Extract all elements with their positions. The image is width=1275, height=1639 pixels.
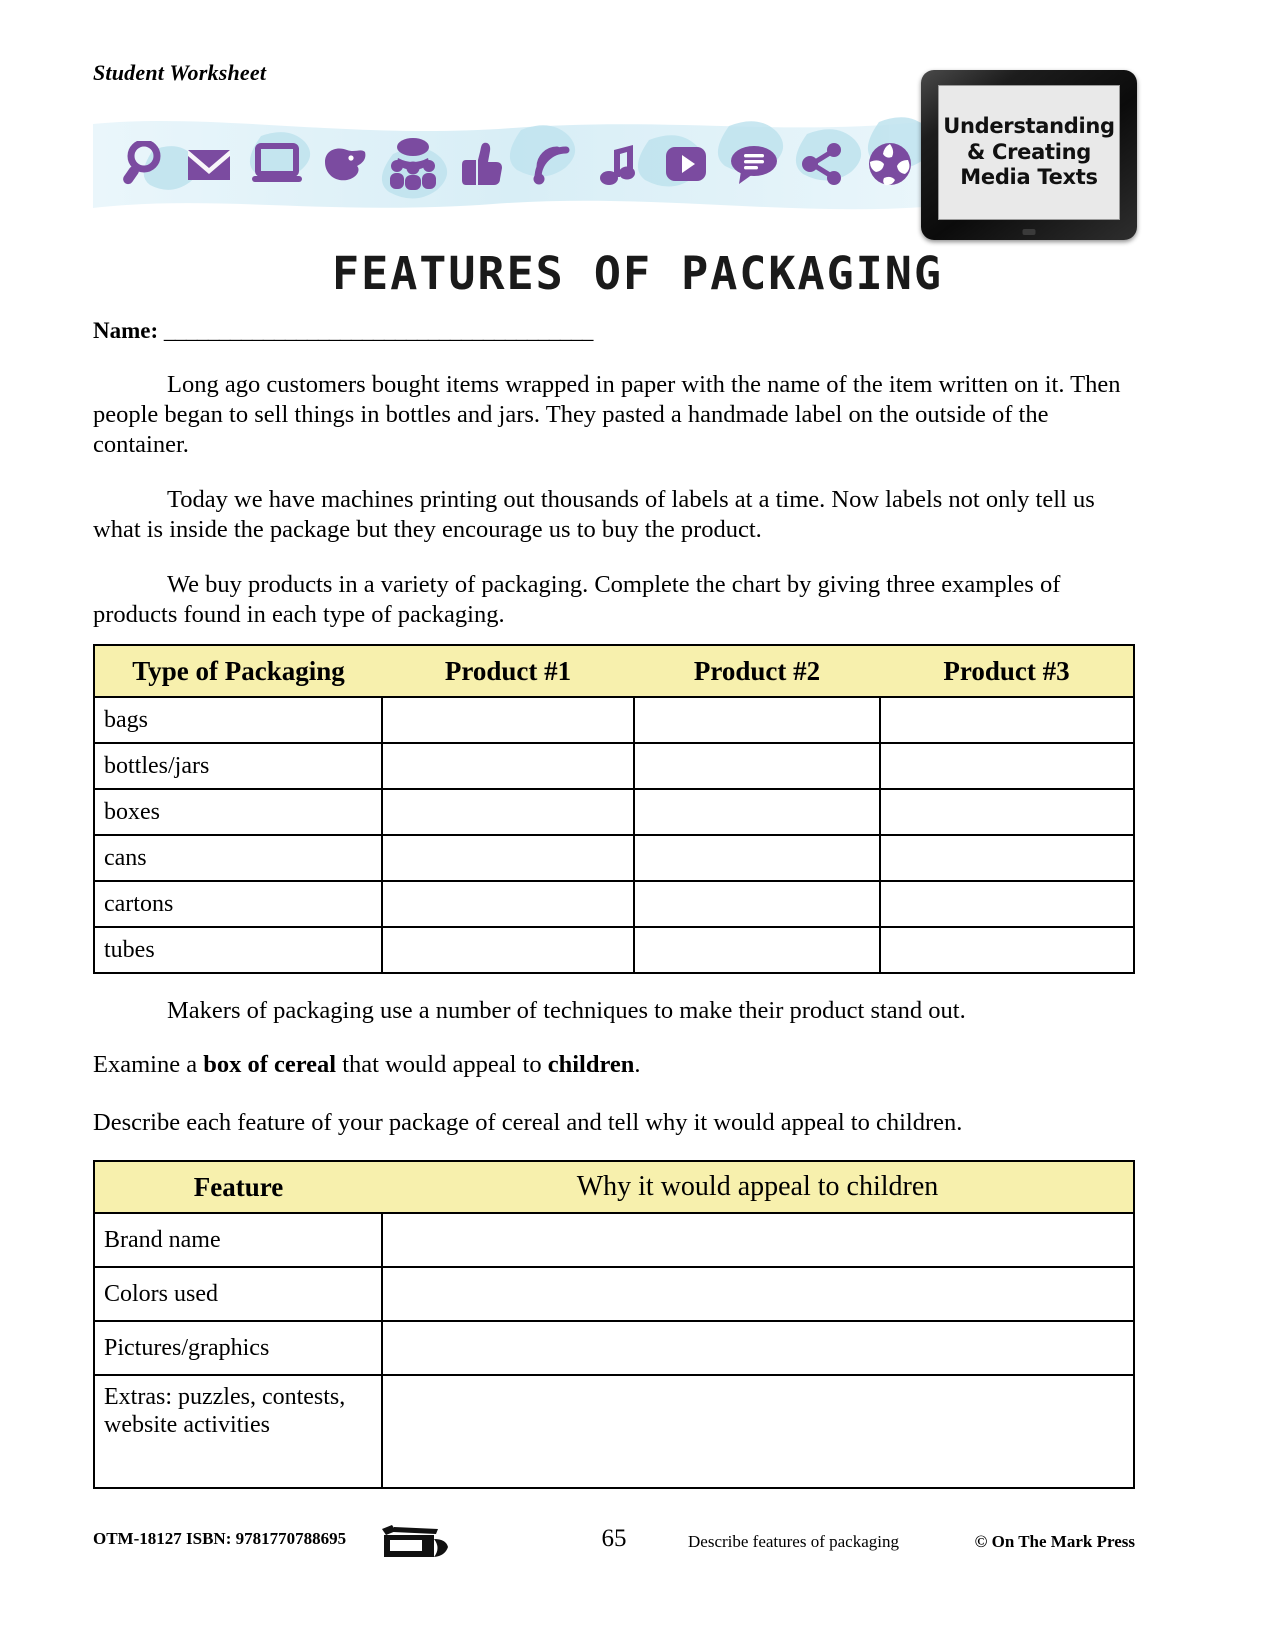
- table-row: [94, 743, 1134, 789]
- paragraph-3: We buy products in a variety of packaging. Complete the chart by giving three examples of products found in each type of packaging.: [93, 571, 1061, 629]
- p5-part-e: .: [634, 1051, 641, 1078]
- row-label-cans: cans: [94, 835, 382, 881]
- paragraph-5: [93, 1050, 1133, 1080]
- tablet-home-button: [1023, 229, 1036, 235]
- paragraph-4: Makers of packaging use a number of techniques to make their product stand out.: [167, 997, 966, 1024]
- page-footer: [93, 1523, 1135, 1563]
- paragraph-2: Today we have machines printing out thousands of labels at a time. Now labels not only tell us what is inside the package but they encourage us to buy the product.: [93, 486, 1095, 544]
- cell-bottles-product-2[interactable]: [634, 743, 880, 789]
- row-label-tubes: tubes: [94, 927, 382, 973]
- row-label-extras: Extras: puzzles, contests, website activities: [94, 1375, 382, 1488]
- cell-pictures-graphics-answer[interactable]: [382, 1321, 1134, 1375]
- name-field[interactable]: [93, 318, 593, 344]
- cell-cartons-product-2[interactable]: [634, 881, 880, 927]
- header-product-1: Product #1: [382, 645, 634, 697]
- features-table-header-row: [94, 1161, 1134, 1213]
- header-product-3: Product #3: [880, 645, 1134, 697]
- page-title: FEATURES OF PACKAGING: [332, 247, 943, 300]
- table-row: [94, 1267, 1134, 1321]
- share-icon: [788, 134, 856, 194]
- packaging-table: [93, 644, 1135, 974]
- footer-copyright: © On The Mark Press: [974, 1532, 1135, 1551]
- cell-tubes-product-2[interactable]: [634, 927, 880, 973]
- laptop-icon: [243, 134, 311, 194]
- cell-bags-product-3[interactable]: [880, 697, 1134, 743]
- footer-description: Describe features of packaging: [688, 1532, 899, 1551]
- bird-icon: [311, 134, 379, 194]
- cell-bags-product-2[interactable]: [634, 697, 880, 743]
- table-row: [94, 927, 1134, 973]
- row-label-colors-used: Colors used: [94, 1267, 382, 1321]
- table-row: [94, 835, 1134, 881]
- cell-cans-product-3[interactable]: [880, 835, 1134, 881]
- cell-boxes-product-3[interactable]: [880, 789, 1134, 835]
- tablet-line-2: & Creating: [966, 139, 1092, 164]
- footer-product-code: OTM-18127 ISBN: 9781770788695: [93, 1529, 347, 1548]
- p5-part-a: Examine a: [93, 1051, 204, 1078]
- cell-cans-product-1[interactable]: [382, 835, 634, 881]
- tablet-line-1: Understanding: [943, 114, 1115, 139]
- name-blank-line[interactable]: _______________________________________: [163, 318, 593, 343]
- cell-bottles-product-1[interactable]: [382, 743, 634, 789]
- table-row: [94, 881, 1134, 927]
- cell-cartons-product-1[interactable]: [382, 881, 634, 927]
- cell-cartons-product-3[interactable]: [880, 881, 1134, 927]
- header-type-of-packaging: Type of Packaging: [94, 645, 382, 697]
- p5-bold-children: children: [547, 1051, 635, 1078]
- header-feature: Feature: [94, 1161, 382, 1213]
- table-row: [94, 789, 1134, 835]
- p5-bold-box-of-cereal: box of cereal: [203, 1051, 337, 1078]
- media-icons-banner: [93, 110, 938, 218]
- row-label-brand-name: Brand name: [94, 1213, 382, 1267]
- play-button-icon: [652, 134, 720, 194]
- table-row: [94, 1375, 1134, 1488]
- media-texts-tablet-badge: [921, 70, 1137, 240]
- cell-bottles-product-3[interactable]: [880, 743, 1134, 789]
- table-row: [94, 1213, 1134, 1267]
- speech-bubble-icon: [720, 134, 788, 194]
- student-worksheet-label: Student Worksheet: [93, 60, 267, 85]
- row-label-cartons: cartons: [94, 881, 382, 927]
- packaging-table-header-row: [94, 645, 1134, 697]
- cell-colors-used-answer[interactable]: [382, 1267, 1134, 1321]
- globe-icon: [856, 134, 924, 194]
- header-product-2: Product #2: [634, 645, 880, 697]
- envelope-icon: [175, 134, 243, 194]
- cell-cans-product-2[interactable]: [634, 835, 880, 881]
- tablet-line-3: Media Texts: [960, 165, 1098, 190]
- row-label-pictures-graphics: Pictures/graphics: [94, 1321, 382, 1375]
- paragraph-6: Describe each feature of your package of cereal and tell why it would appeal to children.: [93, 1109, 963, 1136]
- features-table: [93, 1160, 1135, 1489]
- music-note-icon: [584, 134, 652, 194]
- name-label: Name:: [93, 318, 159, 343]
- page-number: 65: [601, 1525, 627, 1552]
- row-label-boxes: boxes: [94, 789, 382, 835]
- thumbs-up-icon: [447, 134, 515, 194]
- table-row: [94, 1321, 1134, 1375]
- tablet-screen: [938, 85, 1120, 220]
- table-row: [94, 697, 1134, 743]
- cell-tubes-product-1[interactable]: [382, 927, 634, 973]
- cell-boxes-product-1[interactable]: [382, 789, 634, 835]
- paragraph-1: Long ago customers bought items wrapped in paper with the name of the item written on it. Then people began to sell things in bottles and jars. They pasted a handmade label on the outside of the container.: [93, 371, 1121, 459]
- cell-extras-answer[interactable]: [382, 1375, 1134, 1488]
- cell-tubes-product-3[interactable]: [880, 927, 1134, 973]
- cell-boxes-product-2[interactable]: [634, 789, 880, 835]
- row-label-bottles-jars: bottles/jars: [94, 743, 382, 789]
- people-group-icon: [379, 134, 447, 194]
- cell-brand-name-answer[interactable]: [382, 1213, 1134, 1267]
- row-label-bags: bags: [94, 697, 382, 743]
- cell-bags-product-1[interactable]: [382, 697, 634, 743]
- p5-part-c: that would appeal to: [336, 1051, 548, 1078]
- magnifier-icon: [107, 134, 175, 194]
- rss-icon: [515, 134, 583, 194]
- header-why-appeal: Why it would appeal to children: [382, 1161, 1134, 1213]
